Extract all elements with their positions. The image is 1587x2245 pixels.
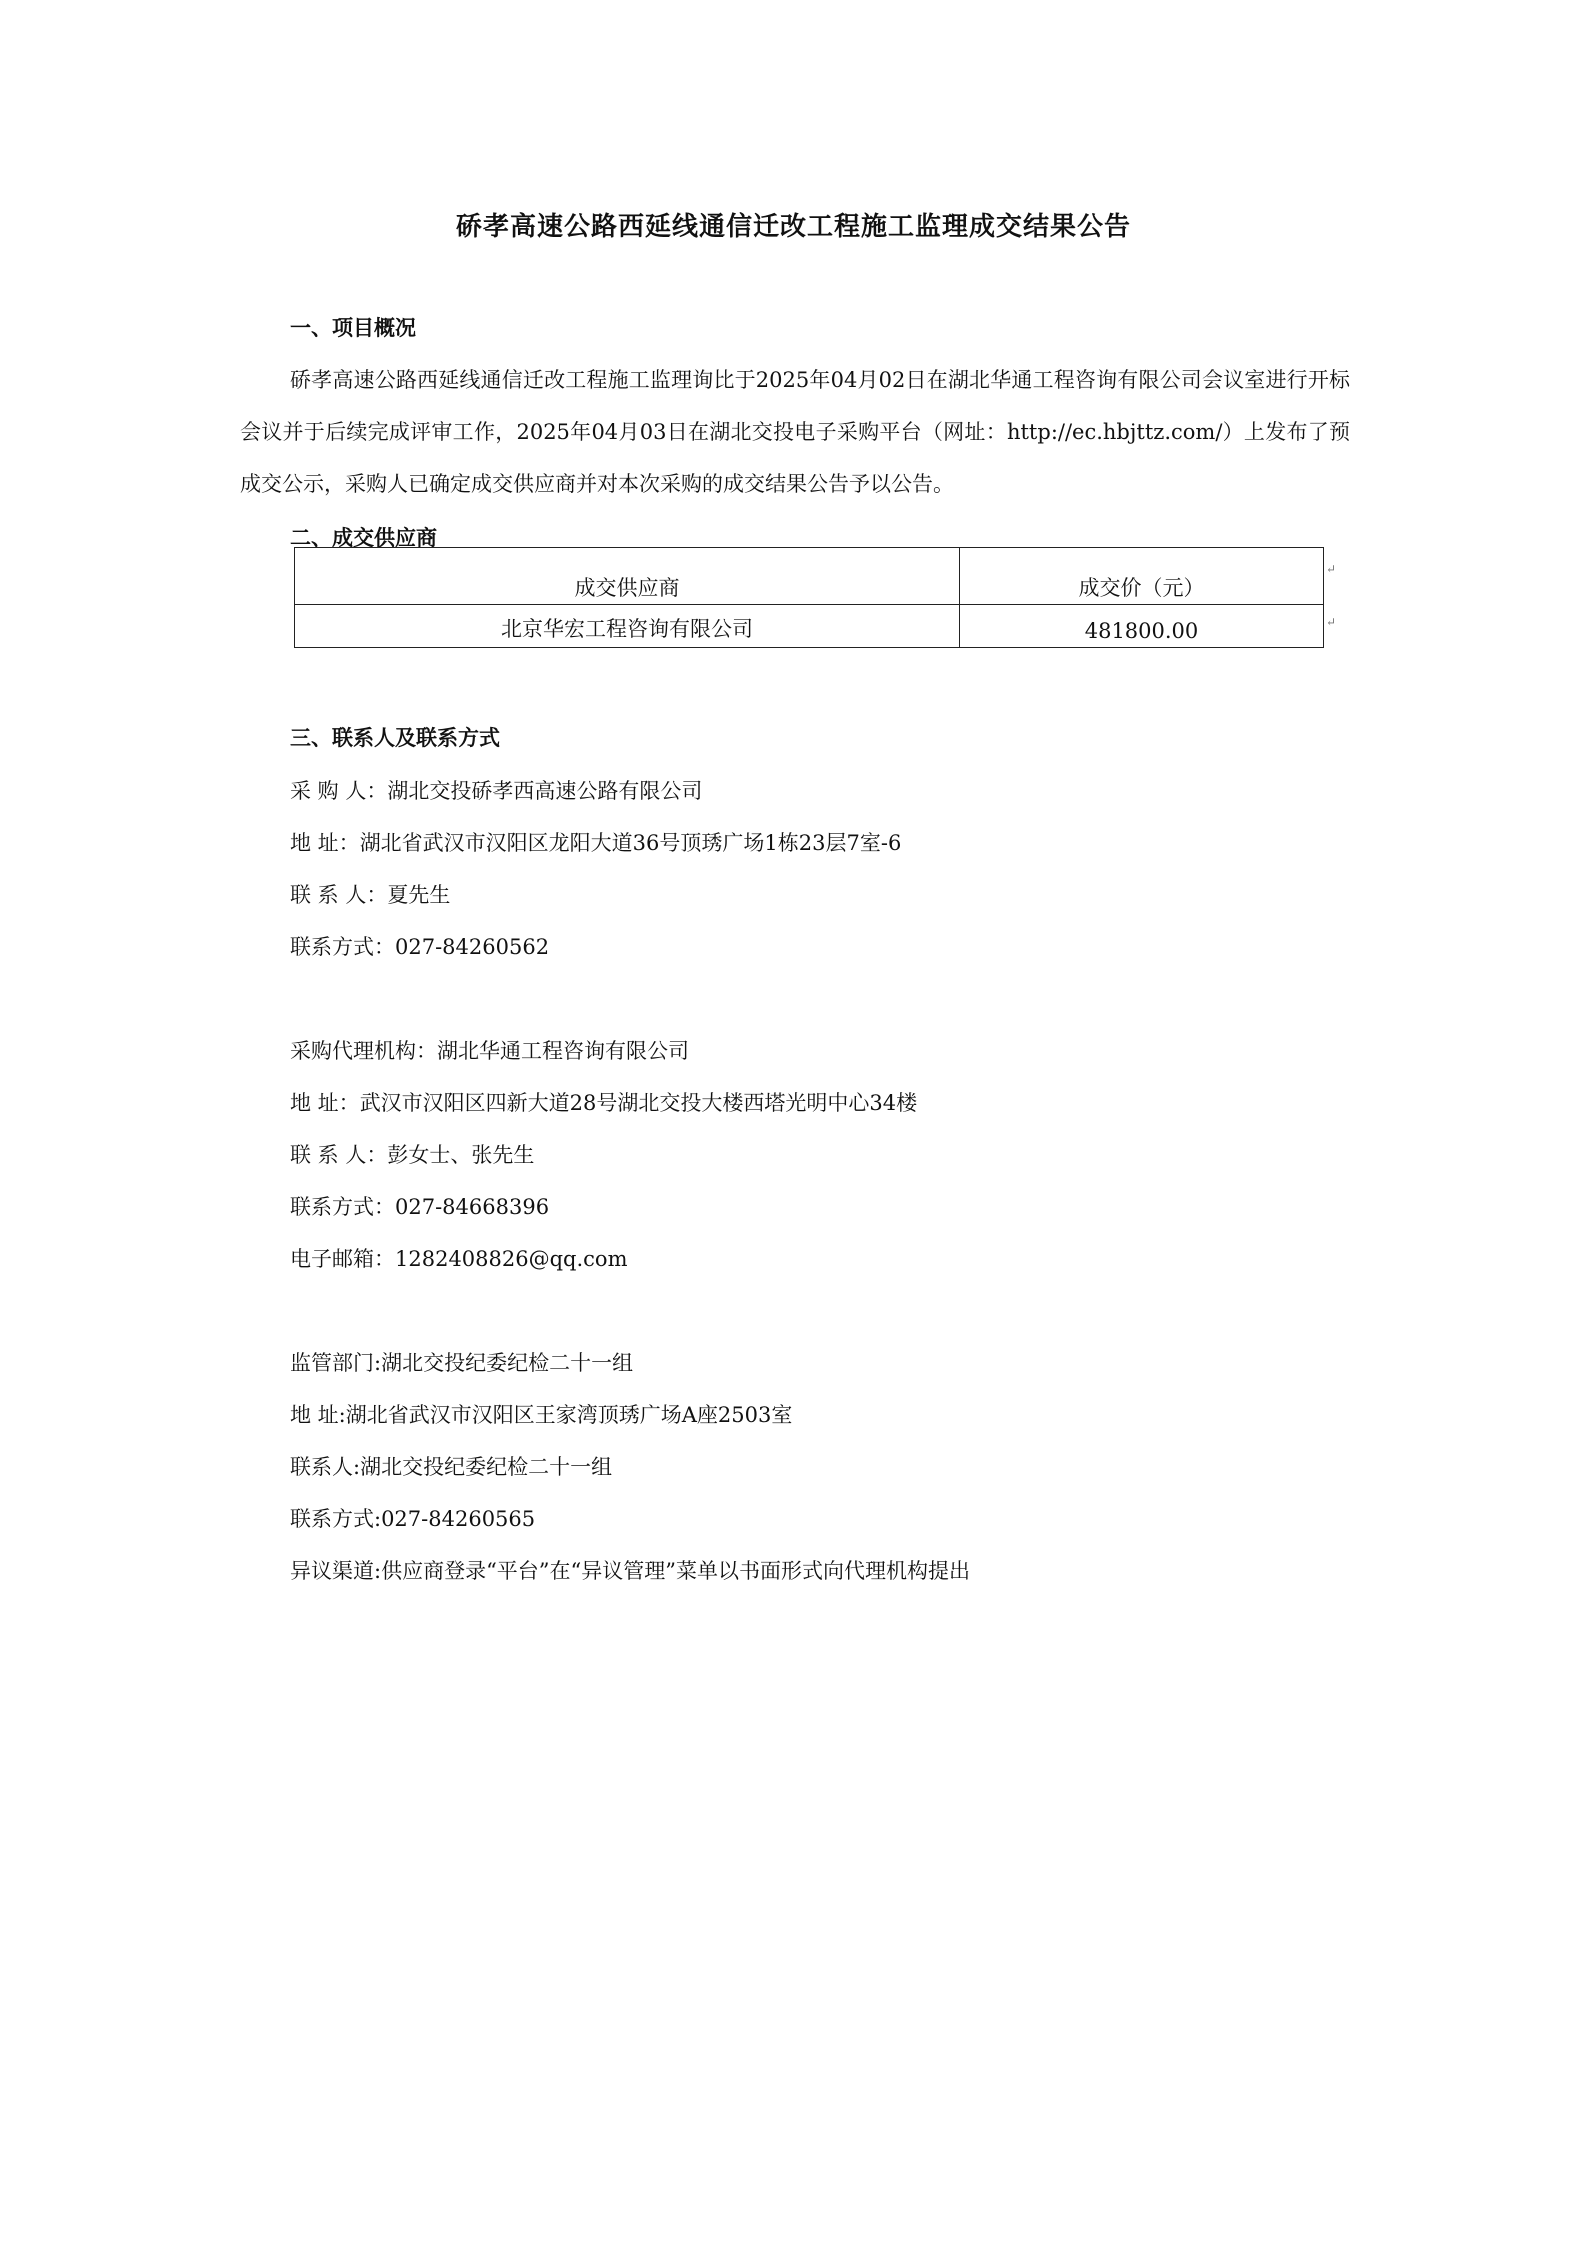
agent-email-label: 电子邮箱： [290,1247,395,1271]
table-header-price: 成交价（元） [960,548,1324,605]
section-heading-supplier: 二、成交供应商 [290,525,437,550]
supervisor-dept: 监管部门:湖北交投纪委纪检二十一组 [290,1351,634,1375]
agent-contact: 彭女士、张先生 [387,1143,535,1167]
purchaser-phone-line [290,931,549,961]
overview-paragraph: 硚孝高速公路西延线通信迁改工程施工监理询比于2025年04月02日在湖北华通工程咨询有限公司会议室进行开标会议并于后续完成评审工作，2025年04月03日在湖北交投电子采购平台（网址：http://ec.hbjttz.com/）上发布了预成交公示，采购人已确定成交供应商并对本次采购的成交结果公告予以公告。 [240,368,1350,496]
table-row [295,605,1324,648]
purchaser-name: 湖北交投硚孝西高速公路有限公司 [387,779,703,803]
supervisor-address: 地 址:湖北省武汉市汉阳区王家湾顶琇广场A座2503室 [290,1403,793,1427]
document-title: 硚孝高速公路西延线通信迁改工程施工监理成交结果公告 [455,212,1131,242]
table-cell-supplier: 北京华宏工程咨询有限公司 [295,605,960,648]
table-header-supplier: 成交供应商 [295,548,960,605]
agent-address-line [290,1087,917,1117]
purchaser-name-line [290,775,702,805]
purchaser-address-label: 地 址： [290,831,360,855]
agent-phone: 027-84668396 [395,1195,550,1219]
agent-phone-label: 联系方式： [290,1195,395,1219]
agent-address-label: 地 址： [290,1091,360,1115]
section-heading-overview: 一、项目概况 [290,315,416,340]
agent-contact-line [290,1139,534,1169]
section-heading-contacts: 三、联系人及联系方式 [290,725,500,750]
purchaser-name-label: 采 购 人： [290,779,388,803]
purchaser-phone: 027-84260562 [395,935,550,959]
purchaser-address-line [290,827,901,857]
agent-email-line [290,1243,628,1273]
paragraph-mark-icon: ↵ [1326,615,1337,629]
purchaser-contact-line [290,879,450,909]
agent-name-label: 采购代理机构： [290,1039,437,1063]
purchaser-phone-label: 联系方式： [290,935,395,959]
award-table [294,547,1324,648]
supervisor-contact: 联系人:湖北交投纪委纪检二十一组 [290,1455,613,1479]
paragraph-mark-icon: ↵ [1326,562,1337,576]
agent-address: 武汉市汉阳区四新大道28号湖北交投大楼西塔光明中心34楼 [359,1091,918,1115]
table-header-row [295,548,1324,605]
objection-channel: 异议渠道:供应商登录“平台”在“异议管理”菜单以书面形式向代理机构提出 [290,1559,971,1583]
table-cell-price: 481800.00 [960,605,1324,648]
agent-email: 1282408826@qq.com [395,1247,628,1271]
supervisor-phone: 联系方式:027-84260565 [290,1507,536,1531]
agent-contact-label: 联 系 人： [290,1143,388,1167]
agent-phone-line [290,1191,549,1221]
purchaser-contact: 夏先生 [387,883,451,907]
agent-name-line [290,1035,689,1065]
agent-name: 湖北华通工程咨询有限公司 [437,1039,689,1063]
purchaser-address: 湖北省武汉市汉阳区龙阳大道36号顶琇广场1栋23层7室-6 [359,831,902,855]
purchaser-contact-label: 联 系 人： [290,883,388,907]
